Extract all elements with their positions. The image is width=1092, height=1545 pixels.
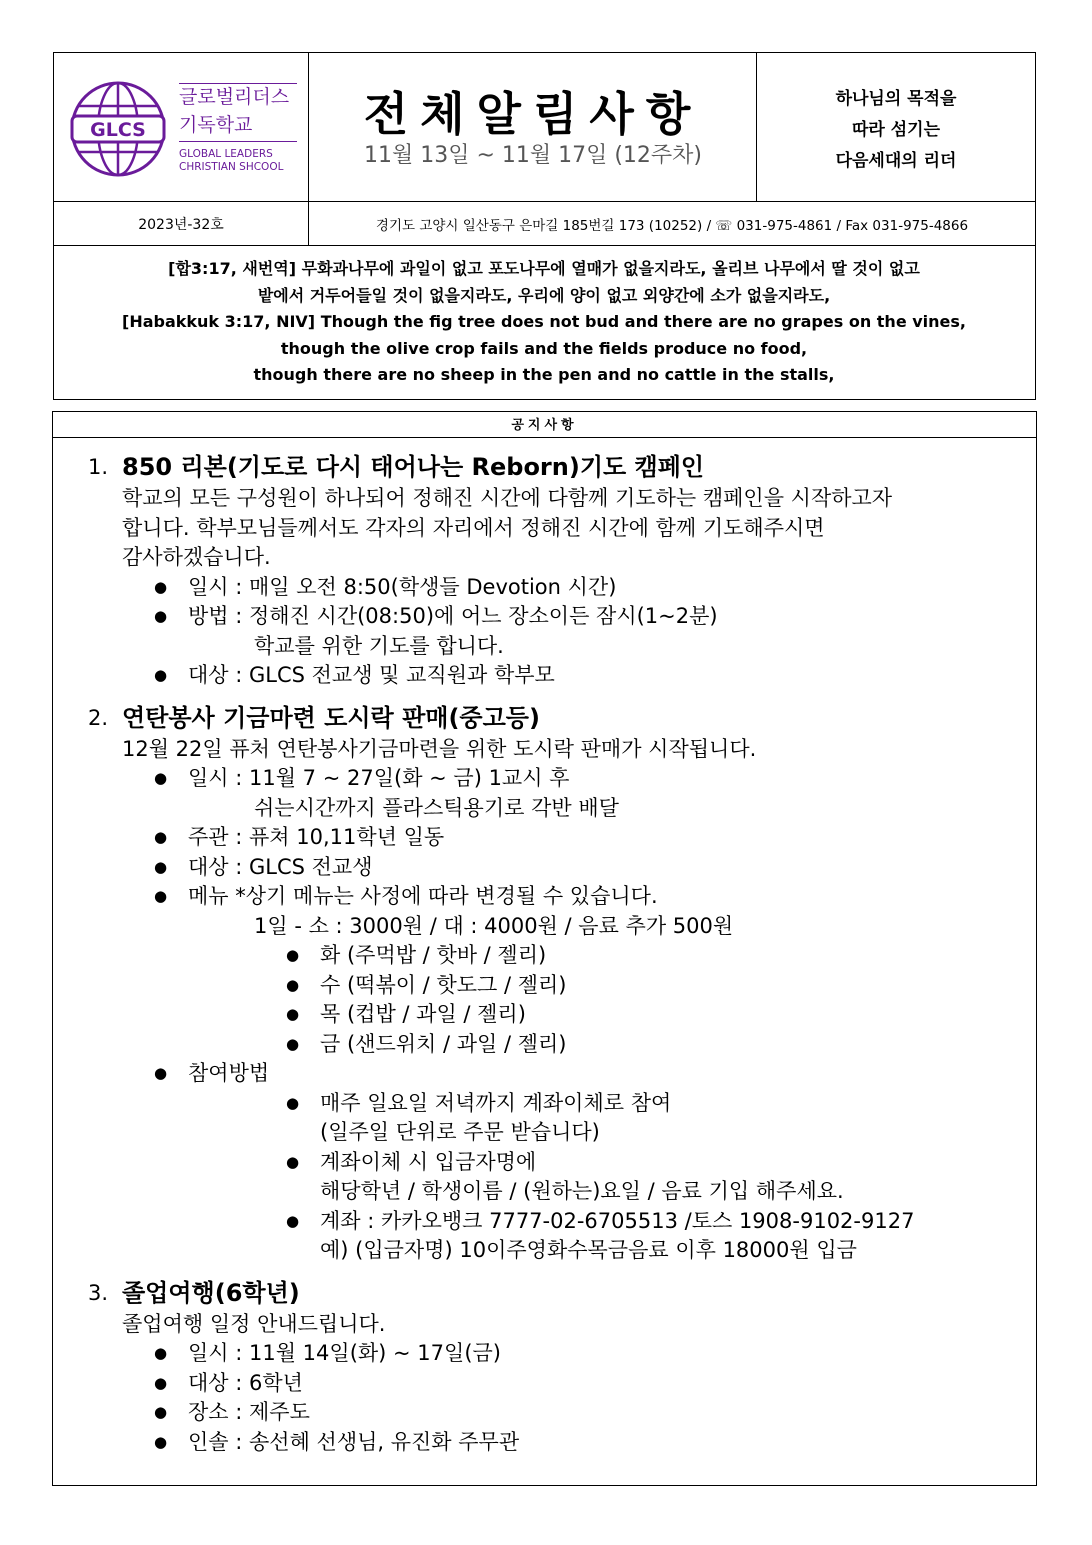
notice-header: 공지사항	[511, 418, 578, 433]
section-2-number: 2.	[88, 705, 109, 730]
section-1-bullet-target: ● 대상 : GLCS 전교생 및 교직원과 학부모	[88, 661, 1018, 691]
verse-en-3: though there are no sheep in the pen and no cattle in the stalls,	[253, 365, 835, 384]
section-3-bullet-target: ● 대상 : 6학년	[88, 1369, 1018, 1399]
section-2-bullet-date: ● 일시 : 11월 7 ~ 27일(화 ~ 금) 1교시 후	[88, 764, 1018, 794]
section-2-menu-price: 1일 - 소 : 3000원 / 대 : 4000원 / 음료 추가 500원	[254, 913, 734, 938]
glcs-logo	[68, 78, 168, 180]
motto	[757, 84, 1035, 177]
menu-item-thu: ● 목 (컵밥 / 과일 / 젤리)	[88, 1000, 1018, 1030]
section-3-para-1: 졸업여행 일정 안내드립니다.	[122, 1311, 386, 1336]
school-address: 경기도 고양시 일산동구 은마길 185번길 173 (10252) / ☏ 031-975-4861 / Fax 031-975-4866	[375, 218, 969, 234]
how-item-3: ● 계좌 : 카카오뱅크 7777-02-6705513 /토스 1908-9102-9127	[88, 1207, 1018, 1237]
verse-en-1: [Habakkuk 3:17, NIV] Though the fig tree does not bud and there are no grapes on the vines,	[122, 312, 966, 331]
menu-item-tue: ● 화 (주먹밥 / 핫바 / 젤리)	[88, 941, 1018, 971]
page-title: 전체알림사항	[363, 87, 703, 141]
verse-en-2: though the olive crop fails and the fields produce no food,	[280, 338, 808, 358]
spacer	[88, 1266, 1018, 1276]
issue-number: 2023년-32호	[138, 217, 224, 233]
section-1-para-2: 합니다. 학부모님들께서도 각자의 자리에서 정해진 시간에 함께 기도해주시면	[122, 515, 825, 540]
logo-rule-bottom	[179, 141, 297, 142]
motto-line-3: 다음세대의 리더	[835, 151, 957, 171]
school-name-ko-2: 기독학교	[179, 114, 253, 136]
verse-ko-1: [합3:17, 새번역] 무화과나무에 과일이 없고 포도나무에 열매가 없을지라도, 올리브 나무에서 딸 것이 없고	[168, 259, 920, 278]
section-1-para-3: 감사하겠습니다.	[122, 545, 271, 569]
date-range: 11월 13일 ~ 11월 17일 (12주차)	[363, 143, 703, 168]
notice-content	[88, 450, 1018, 1457]
section-1-title-row	[88, 450, 1018, 484]
logo-text: GLCS	[90, 119, 146, 141]
school-name-en-2: CHRISTIAN SHCOOL	[179, 161, 284, 173]
section-1-para-1: 학교의 모든 구성원이 하나되어 정해진 시간에 다함께 기도하는 캠페인을 시작하고자	[122, 486, 893, 510]
section-2-bullet-organizer: ● 주관 : 퓨쳐 10,11학년 일동	[88, 823, 1018, 853]
section-2-bullet-how: ● 참여방법	[88, 1059, 1018, 1089]
how-item-3-cont: 예) (입금자명) 10이주영화수목금음료 이후 18000원 입금	[320, 1238, 857, 1262]
menu-item-wed: ● 수 (떡볶이 / 핫도그 / 젤리)	[88, 971, 1018, 1001]
menu-item-fri: ● 금 (샌드위치 / 과일 / 젤리)	[88, 1030, 1018, 1060]
header-row-line-1	[54, 201, 1035, 202]
logo-rule-top	[179, 83, 297, 84]
how-item-1-cont: (일주일 단위로 주문 받습니다)	[320, 1120, 600, 1144]
school-name-en-1: GLOBAL LEADERS	[179, 148, 273, 160]
section-2-bullet-menu: ● 메뉴 *상기 메뉴는 사정에 따라 변경될 수 있습니다.	[88, 882, 1018, 912]
section-3-bullet-leader: ● 인솔 : 송선혜 선생님, 유진화 주무관	[88, 1428, 1018, 1458]
section-3-title: 졸업여행(6학년)	[122, 1278, 300, 1307]
section-3-bullet-place: ● 장소 : 제주도	[88, 1398, 1018, 1428]
section-3-number: 3.	[88, 1280, 109, 1305]
section-1-number: 1.	[88, 455, 109, 479]
section-2-para-1: 12월 22일 퓨처 연탄봉사기금마련을 위한 도시락 판매가 시작됩니다.	[122, 736, 757, 761]
section-2-bullet-date-cont: 쉬는시간까지 플라스틱용기로 각반 배달	[254, 795, 619, 820]
section-2-title: 연탄봉사 기금마련 도시락 판매(중고등)	[122, 703, 540, 732]
section-1-bullet-method-cont: 학교를 위한 기도를 합니다.	[254, 633, 504, 658]
section-3-bullet-date: ● 일시 : 11월 14일(화) ~ 17일(금)	[88, 1339, 1018, 1369]
section-1-bullet-date: ● 일시 : 매일 오전 8:50(학생들 Devotion 시간)	[88, 573, 1018, 603]
verse-ko-2: 밭에서 거두어들일 것이 없을지라도, 우리에 양이 없고 외양간에 소가 없을지라도,	[257, 285, 831, 305]
motto-line-2: 따라 섬기는	[851, 120, 941, 140]
school-name-ko-1: 글로벌리더스	[179, 86, 290, 108]
section-1-title: 850 리본(기도로 다시 태어나는 Reborn)기도 캠페인	[122, 453, 705, 481]
header-row-line-2	[54, 245, 1035, 246]
how-item-2: ● 계좌이체 시 입금자명에	[88, 1148, 1018, 1178]
how-item-2-cont: 해당학년 / 학생이름 / (원하는)요일 / 음료 기입 해주세요.	[320, 1179, 844, 1203]
motto-line-1: 하나님의 목적을	[835, 89, 957, 109]
section-3-title-row	[88, 1276, 1018, 1310]
header-divider-1	[308, 53, 309, 245]
how-item-1: ● 매주 일요일 저녁까지 계좌이체로 참여	[88, 1089, 1018, 1119]
notice-header-line	[53, 437, 1036, 438]
section-2-title-row	[88, 701, 1018, 735]
spacer	[88, 691, 1018, 701]
section-1-bullet-method: ● 방법 : 정해진 시간(08:50)에 어느 장소이든 잠시(1~2분)	[88, 602, 1018, 632]
bible-verse	[54, 256, 1034, 389]
section-2-bullet-target: ● 대상 : GLCS 전교생	[88, 853, 1018, 883]
